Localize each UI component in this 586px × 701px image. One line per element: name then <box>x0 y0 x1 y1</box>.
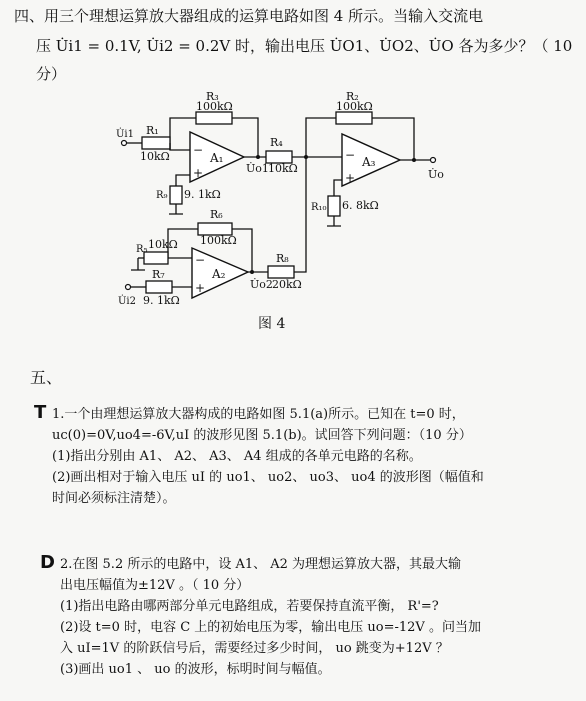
uo2-label: U̇o2 <box>250 278 273 291</box>
a3-label: A₃ <box>362 155 376 169</box>
resistor-r2 <box>336 112 372 124</box>
d2-line-4: (2)设 t=0 时，电容 C 上的初始电压为零，输出电压 uo=-12V 。问当加 <box>60 620 481 635</box>
t1-line-1: 1.一个由理想运算放大器构成的电路如图 5.1(a)所示。已知在 t=0 时， <box>52 407 465 422</box>
resistor-r3 <box>196 112 232 124</box>
d2-line-6: (3)画出 uo1 、 uo 的波形，标明时间与幅值。 <box>60 662 331 677</box>
a1-minus: − <box>193 143 204 157</box>
r5-name: R₅ <box>136 244 148 255</box>
r2-value: 100kΩ <box>336 100 373 113</box>
ground-r5 <box>131 258 145 270</box>
a1-plus: + <box>193 166 204 180</box>
a2-minus: − <box>195 253 206 267</box>
resistor-r5 <box>144 252 168 264</box>
r8-value: 20kΩ <box>272 278 302 291</box>
t1-line-2: uc(0)=0V,uo4=-6V,uI 的波形见图 5.1(b)。试回答下列问题：（10 分） <box>52 428 472 443</box>
t1-mark: T <box>34 402 47 423</box>
wire-a3-plus <box>334 180 342 196</box>
figure-caption: 图 4 <box>258 316 286 332</box>
node-uo2 <box>250 270 254 274</box>
wire-a1-fb-right <box>232 118 258 157</box>
a3-plus: + <box>345 171 356 185</box>
ui1-label: U̇i1 <box>116 129 134 140</box>
r2-name: R₂ <box>346 90 359 103</box>
d2-line-1: 2.在图 5.2 所示的电路中，设 A1、 A2 为理想运算放大器，其最大输 <box>60 557 462 572</box>
a2-label: A₂ <box>212 267 226 281</box>
t1-line-5: 时间必须标注清楚）。 <box>52 491 176 506</box>
r1-name: R₁ <box>146 124 159 137</box>
ui2-terminal <box>126 285 131 290</box>
node-uo1 <box>256 155 260 159</box>
r1-value: 10kΩ <box>140 150 170 163</box>
a1-label: A₁ <box>210 151 224 165</box>
resistor-r9 <box>170 186 182 204</box>
wire-a3-fb-left <box>306 118 336 157</box>
r10-name: R₁₀ <box>311 202 327 213</box>
ui2-label: U̇i2 <box>118 296 136 307</box>
r4-value: 10kΩ <box>268 162 298 175</box>
r3-name: R₃ <box>206 90 219 103</box>
ui1-terminal <box>122 141 127 146</box>
r7-name: R₇ <box>152 268 165 281</box>
wire-a1-plus <box>176 175 190 186</box>
d2-mark: D <box>40 552 55 573</box>
r9-value: 9. 1kΩ <box>184 188 221 201</box>
r5-value: 10kΩ <box>148 238 178 251</box>
r9-name: R₉ <box>156 190 168 201</box>
q4-line-3: 分） <box>36 65 67 83</box>
a3-minus: − <box>345 148 356 162</box>
d2-line-3: (1)指出电路由哪两部分单元电路组成，若要保持直流平衡， R'=? <box>60 599 439 614</box>
wire-r1-a1 <box>170 143 190 150</box>
r8-name: R₈ <box>276 252 289 265</box>
q4-line-2: 压 U̇i1 = 0.1V, U̇i2 = 0.2V 时，输出电压 U̇O1、U̇O2、U̇O 各为多少？（ 10 <box>36 37 573 55</box>
ground-r10 <box>327 216 341 226</box>
node-uo <box>412 158 416 162</box>
r4-name: R₄ <box>270 136 283 149</box>
resistor-r8 <box>268 266 294 278</box>
resistor-r1 <box>142 137 170 149</box>
q4-line-1: 四、用三个理想运算放大器组成的运算电路如图 4 所示。当输入交流电 <box>14 7 484 25</box>
section-5-title: 五、 <box>30 368 63 387</box>
r6-name: R₆ <box>210 208 223 221</box>
ground-r9 <box>169 204 183 214</box>
d2-line-5: 入 uI=1V 的阶跃信号后，需要经过多少时间， uo 跳变为+12V ？ <box>60 641 449 656</box>
t1-line-3: (1)指出分别由 A1、 A2、 A3、 A4 组成的各单元电路的名称。 <box>52 449 422 464</box>
uo1-label: U̇o1 <box>246 162 269 175</box>
r10-value: 6. 8kΩ <box>342 199 379 212</box>
a2-plus: + <box>195 281 206 295</box>
r7-value: 9. 1kΩ <box>143 294 180 307</box>
r3-value: 100kΩ <box>196 100 233 113</box>
resistor-r7 <box>146 281 172 293</box>
resistor-r10 <box>328 196 340 216</box>
uo-terminal <box>431 158 436 163</box>
uo-label: U̇o <box>428 168 444 181</box>
t1-line-4: (2)画出相对于输入电压 uI 的 uo1、 uo2、 uo3、 uo4 的波形图（幅值和 <box>52 470 484 485</box>
r6-value: 100kΩ <box>200 234 237 247</box>
d2-line-2: 出电压幅值为±12V 。（ 10 分） <box>60 578 250 593</box>
